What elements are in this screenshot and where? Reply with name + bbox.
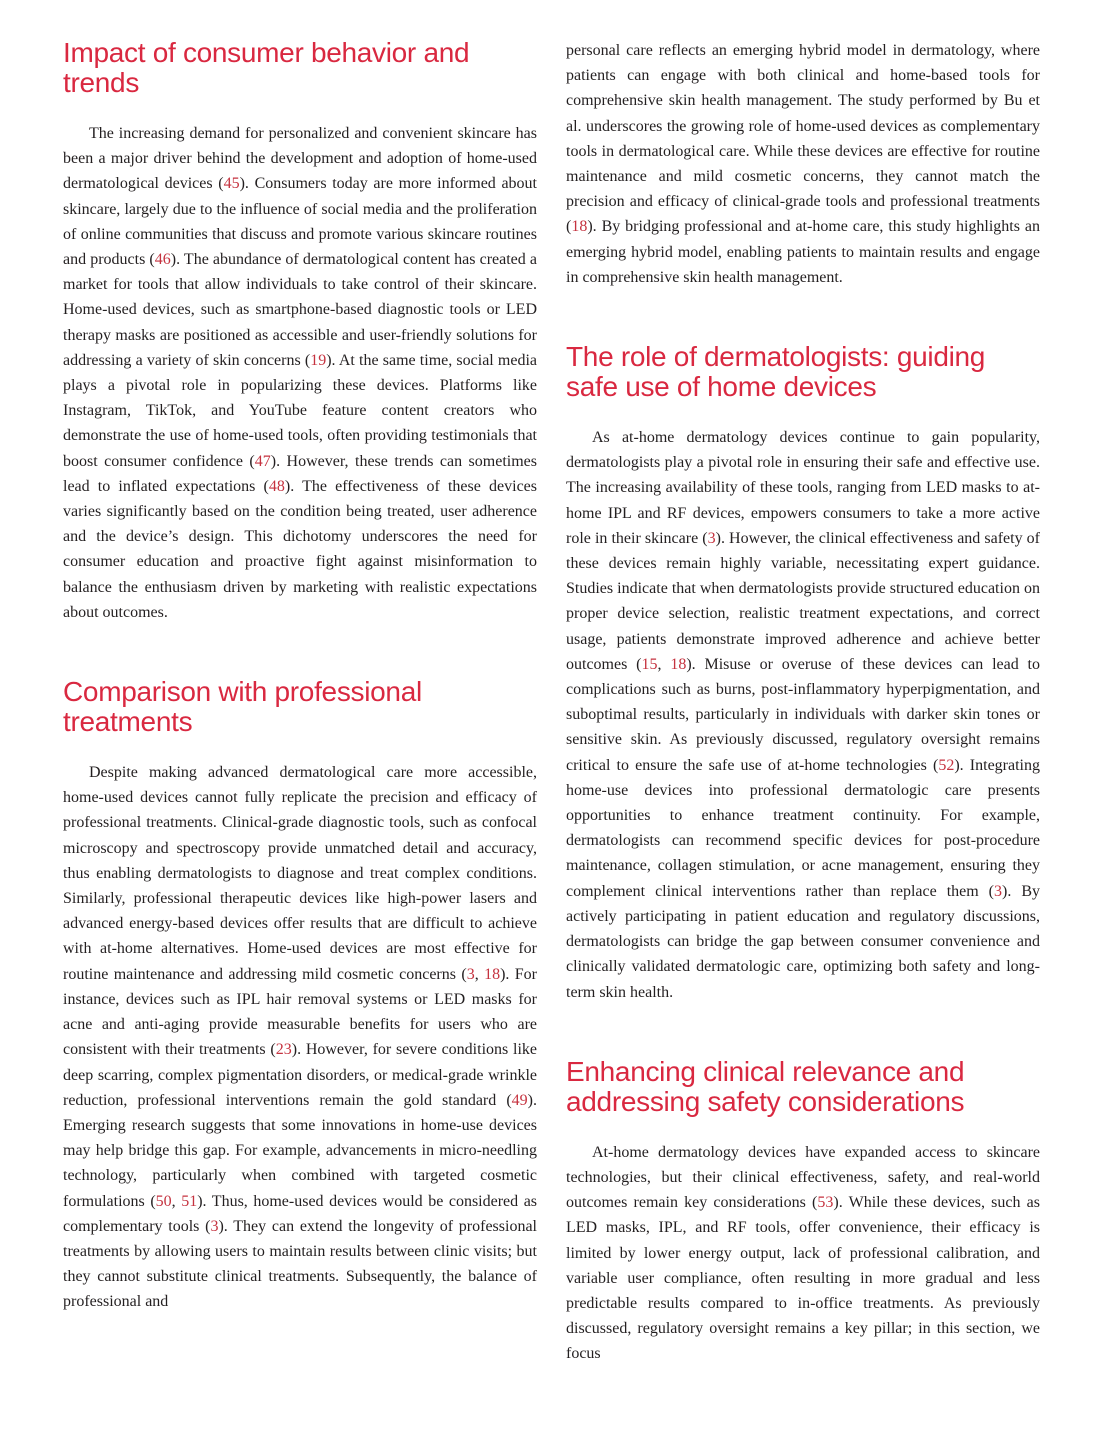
section-heading: Comparison with professional treatments (63, 676, 422, 738)
reference-citation[interactable]: 52 (938, 756, 955, 774)
paragraph: Despite making advanced dermatological care more accessible, home-used devices cannot fully replicate the precision and efficacy of professional treatments. Clinical-grade diagnostic tools, such as confocal microscopy and spectroscopy provide unmatched detail and accuracy, thus enabling dermatologists to diagnose and treat complex conditions. Similarly, professional therapeutic devices like high-power lasers and advanced energy-based devices offer results that are difficult to achieve with at-home alternatives. Home-used devices are most effective for routine maintenance and addressing mild cosmetic concerns (3, 18). For instance, devices such as IPL hair removal systems or LED masks for acne and anti-aging provide measurable benefits for users who are consistent with their treatments (23). However, for severe conditions like deep scarring, complex pigmentation disorders, or medical-grade wrinkle reduction, professional interventions remain the gold standard (49). Emerging research suggests that some innovations in home-use devices may help bridge this gap. For example, advancements in micro-needling technology, particularly when combined with targeted cosmetic formulations (50, 51). Thus, home-used devices would be considered as complementary tools (3). They can extend the longevity of professional treatments by allowing users to maintain results between clinic visits; but they cannot substitute clinical treatments. Subsequently, the balance of professional and (63, 764, 538, 1311)
paragraph: personal care reflects an emerging hybrid model in dermatology, where patients can engage with both clinical and home-based tools for comprehensive skin health management. The study performed by Bu et al. underscores the growing role of home-used devices as complementary tools in dermatological care. While these devices are effective for routine maintenance and mild cosmetic concerns, they cannot match the precision and efficacy of clinical-grade tools and professional treatments (18). By bridging professional and at-home care, this study highlights an emerging hybrid model, enabling patients to maintain results and engage in comprehensive skin health management. (566, 42, 1040, 286)
reference-citation[interactable]: 23 (275, 1041, 292, 1059)
reference-citation[interactable]: 46 (154, 251, 171, 269)
reference-citation[interactable]: 3 (994, 882, 1003, 900)
reference-citation[interactable]: 53 (817, 1194, 834, 1212)
reference-citation[interactable]: 18 (484, 965, 501, 983)
paragraph: The increasing demand for personalized and convenient skincare has been a major driver behind the development and adoption of home-used dermatological devices (45). Consumers today are more informed about skincare, largely due to the influence of social media and the proliferation of online communities that discuss and promote various skincare routines and products (46). The abundance of dermatological content has created a market for tools that allow individuals to take control of their skincare. Home-used devices, such as smartphone-based diagnostic tools or LED therapy masks are positioned as accessible and user-friendly solutions for addressing a variety of skin concerns (19). At the same time, social media plays a pivotal role in popularizing these devices. Platforms like Instagram, TikTok, and YouTube feature content creators who demonstrate the use of home-used tools, often providing testimonials that boost consumer confidence (47). However, these trends can sometimes lead to inflated expectations (48). The effectiveness of these devices varies significantly based on the condition being treated, user adherence and the device’s design. This dichotomy underscores the need for consumer education and proactive fight against misinformation to balance the enthusiasm driven by marketing with realistic expectations about outcomes. (63, 125, 538, 621)
reference-citation[interactable]: 19 (310, 351, 327, 369)
reference-citation[interactable]: 3 (210, 1217, 219, 1235)
reference-citation[interactable]: 50 (155, 1192, 172, 1210)
reference-citation[interactable]: 18 (670, 655, 687, 673)
paragraph: As at-home dermatology devices continue to gain popularity, dermatologists play a pivotal role in ensuring their safe and effective use. The increasing availability of these tools, ranging from LED masks to at-home IPL and RF devices, empowers consumers to take a more active role in their skincare (3). However, the clinical effectiveness and safety of these devices remain highly variable, necessitating expert guidance. Studies indicate that when dermatologists provide structured education on proper device selection, realistic treatment expectations, and correct usage, patients demonstrate improved adherence and achieve better outcomes (15, 18). Misuse or overuse of these devices can lead to complications such as burns, post-inflammatory hyperpigmentation, and suboptimal results, particularly in individuals with darker skin tones or sensitive skin. As previously discussed, regulatory oversight remains critical to ensure the safe use of at-home technologies (52). Integrating home-use devices into professional dermatologic care presents opportunities to enhance treatment continuity. For example, dermatologists can recommend specific devices for post-procedure maintenance, collagen stimulation, or acne management, ensuring they complement clinical interventions rather than replace them (3). By actively participating in patient education and regulatory discussions, dermatologists can bridge the gap between consumer convenience and clinically validated dermatologic care, optimizing both safety and long-term skin health. (566, 429, 1041, 1001)
reference-citation[interactable]: 47 (254, 452, 271, 470)
right-column (566, 38, 1040, 1432)
left-column (63, 38, 537, 1432)
reference-citation[interactable]: 3 (466, 965, 475, 983)
reference-citation[interactable]: 45 (223, 175, 240, 193)
section-heading: Impact of consumer behavior and trends (63, 37, 470, 98)
reference-citation[interactable]: 51 (181, 1192, 198, 1210)
reference-citation[interactable]: 48 (268, 477, 285, 495)
reference-citation[interactable]: 18 (571, 218, 588, 236)
reference-citation[interactable]: 15 (641, 655, 658, 673)
reference-citation[interactable]: 49 (511, 1091, 528, 1109)
section-heading: Enhancing clinical relevance and addressing safety considerations (566, 1055, 965, 1117)
section-heading: The role of dermatologists: guiding safe use of home devices (566, 341, 986, 403)
reference-citation[interactable]: 3 (707, 529, 716, 547)
paragraph: At-home dermatology devices have expanded access to skincare technologies, but their clinical effectiveness, safety, and real-world outcomes remain key considerations (53). While these devices, such as LED masks, IPL, and RF tools, offer convenience, their efficacy is limited by lower energy output, lack of professional calibration, and variable user compliance, often resulting in more gradual and less predictable results compared to in-office treatments. As previously discussed, regulatory oversight remains a key pillar; in this section, we focus (566, 1143, 1041, 1363)
